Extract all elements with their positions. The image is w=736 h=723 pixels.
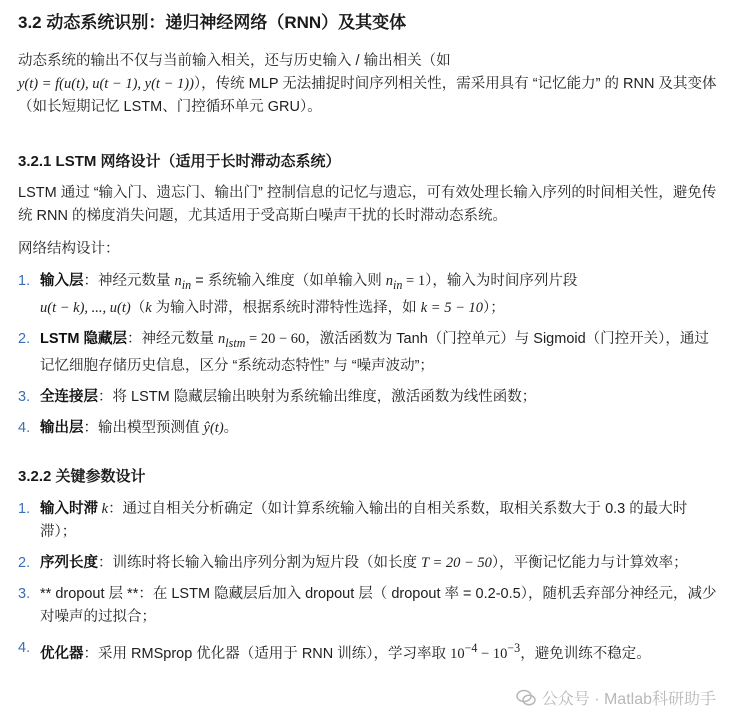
section-title: 3.2 动态系统识别：递归神经网络（RNN）及其变体 [18, 13, 407, 32]
intro-paragraph: 动态系统的输出不仅与当前输入相关，还与历史输入 / 输出相关（如 y(t) = f(u(t), u(t − 1), y(t − 1))），传统 MLP 无法捕捉时间序列相关性，需采用具有 “记忆能力” 的 RNN 及其变体（如长短期记忆 LSTM、门控循环单元 GRU）。 [18, 53, 717, 115]
structure-label: 网络结构设计： [18, 241, 120, 257]
wechat-icon [516, 689, 536, 707]
watermark-text: 公众号 · Matlab科研助手 [541, 691, 716, 708]
list-item: 1. 输入时滞 k：通过自相关分析确定（如计算系统输入输出的自相关系数，取相关系数大于 0.3 的最大时滞）； [18, 501, 688, 540]
list-item: 2. LSTM 隐藏层：神经元数量 $n_{lstm} = 20 - 60$，激活函数为 Tanh（门控单元）与 Sigmoid（门控开关），通过记忆细胞存储历史信息，区分 “系统动态特性” 与 “噪声波动”； [18, 330, 709, 374]
list-item: 4. 优化器：采用 RMSprop 优化器（适用于 RNN 训练），学习率取 $10^{-4} - 10^{-3}$，避免训练不稳定。 [18, 640, 651, 662]
list-item: 2. 序列长度：训练时将长输入输出序列分割为短片段（如长度 T = 20 − 50），平衡记忆能力与计算效率； [18, 555, 688, 571]
watermark [516, 686, 716, 709]
list-item: 1. 输入层：神经元数量 $n_{in}$ = 系统输入维度（如单输入则 $n_{in} = 1$），输入为时间序列片段 u(t − k), ..., u(t)（k 为输入时滞，根据系统时滞特性选择，如 k = 5 − 10）； [18, 273, 578, 316]
list-item: 3. ** dropout 层 **：在 LSTM 隐藏层后加入 dropout 层（ dropout 率 = 0.2-0.5），随机丢弃部分神经元，减少对噪声的过拟合； [18, 586, 717, 625]
structure-list [18, 270, 718, 448]
subsection-title-params: 3.2.2 关键参数设计 [18, 468, 146, 485]
lstm-paragraph: LSTM 通过 “输入门、遗忘门、输出门” 控制信息的记忆与遗忘，可有效处理长输入序列的时间相关性，避免传统 RNN 的梯度消失问题，尤其适用于受高斯白噪声干扰的长时滞动态系统。 [18, 185, 717, 224]
intro-formula: y(t) = f(u(t), u(t − 1), y(t − 1)) [18, 76, 194, 92]
list-item: 4. 输出层：输出模型预测值 ŷ(t)。 [18, 419, 239, 436]
subsection-title-lstm: 3.2.1 LSTM 网络设计（适用于长时滞动态系统） [18, 153, 341, 170]
params-list [18, 498, 718, 674]
list-item: 3. 全连接层：将 LSTM 隐藏层输出映射为系统输出维度，激活函数为线性函数； [18, 388, 537, 405]
